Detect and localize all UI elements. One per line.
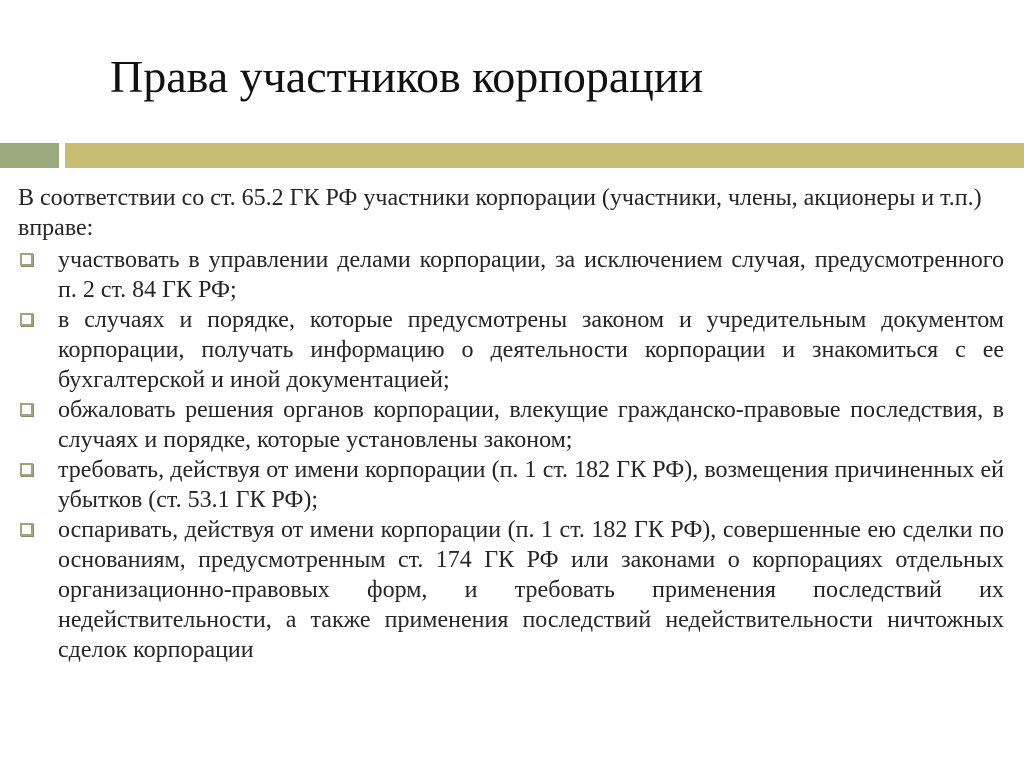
list-item xyxy=(18,515,1004,665)
list-item xyxy=(18,305,1004,395)
square-bullet-icon xyxy=(20,523,33,536)
square-bullet-icon xyxy=(20,313,33,326)
square-bullet-icon xyxy=(20,403,33,416)
list-item-text: обжаловать решения органов корпорации, влекущие гражданско-правовые последствия, в случаях и порядке, которые установлены законом; xyxy=(58,397,1004,453)
list-item xyxy=(18,245,1004,305)
slide-body xyxy=(18,183,1004,665)
square-bullet-icon xyxy=(20,253,33,266)
list-item xyxy=(18,395,1004,455)
slide-title: Права участников корпорации xyxy=(110,51,704,102)
list-item-text: в случаях и порядке, которые предусмотрены законом и учредительным документом корпорации, получать информацию о деятельности корпорации и знакомиться с ее бухгалтерской и иной документацией; xyxy=(58,307,1004,393)
square-bullet-icon xyxy=(20,463,33,476)
list-item xyxy=(18,455,1004,515)
accent-bar-left xyxy=(0,143,59,168)
list-item-text: оспаривать, действуя от имени корпорации (п. 1 ст. 182 ГК РФ), совершенные ею сделки по основаниям, предусмотренным ст. 174 ГК РФ или законами о корпорациях отдельных организационно-правовых форм, и требовать применения последствий их недействительности, а также применения последствий недействительности ничтожных сделок корпорации xyxy=(58,517,1004,663)
intro-text: В соответствии со ст. 65.2 ГК РФ участники корпорации (участники, члены, акционеры и т.п.) вправе: xyxy=(18,185,982,241)
list-item-text: участвовать в управлении делами корпорации, за исключением случая, предусмотренного п. 2 ст. 84 ГК РФ; xyxy=(58,247,1004,303)
rights-list xyxy=(18,245,1004,665)
accent-bar-right xyxy=(65,143,1024,168)
list-item-text: требовать, действуя от имени корпорации (п. 1 ст. 182 ГК РФ), возмещения причиненных ей убытков (ст. 53.1 ГК РФ); xyxy=(58,457,1004,513)
